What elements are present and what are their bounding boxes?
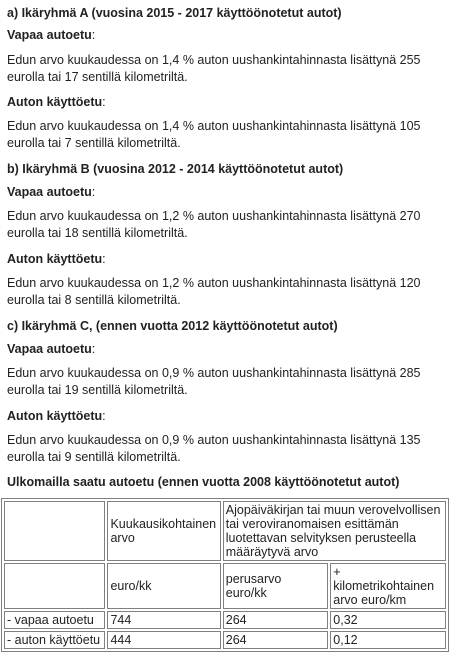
section-a-use-title: Auton käyttöetu:: [7, 95, 106, 109]
table-header-row: [4, 563, 446, 609]
table-cell: 264: [223, 611, 329, 629]
table-row: [4, 611, 446, 629]
table-header-cell: euro/kk: [107, 563, 220, 609]
table-header-cell: perusarvo euro/kk: [223, 563, 329, 609]
section-b-use-title: Auton käyttöetu:: [7, 252, 106, 266]
table-header-cell: Kuukausikohtainen arvo: [107, 501, 220, 561]
section-c-free-title: Vapaa autoetu:: [7, 342, 96, 356]
section-b-free-text: Edun arvo kuukaudessa on 1,2 % auton uushankintahinnasta lisättynä 270 eurolla tai 18 sentillä kilometriltä.: [7, 209, 421, 240]
section-a-use-text: Edun arvo kuukaudessa on 1,4 % auton uushankintahinnasta lisättynä 105 eurolla tai 7 sentillä kilometriltä.: [7, 119, 421, 150]
table-cell: [4, 563, 105, 609]
table-header-row: [4, 501, 446, 561]
abroad-heading: Ulkomailla saatu autoetu (ennen vuotta 2008 käyttöönotetut autot): [7, 475, 400, 489]
section-c-free-text: Edun arvo kuukaudessa on 0,9 % auton uushankintahinnasta lisättynä 285 eurolla tai 19 sentillä kilometriltä.: [7, 366, 421, 397]
section-a-free-title: Vapaa autoetu:: [7, 28, 96, 42]
table-cell: - vapaa autoetu: [4, 611, 105, 629]
table-cell: - auton käyttöetu: [4, 631, 105, 649]
section-b-free-title: Vapaa autoetu:: [7, 185, 96, 199]
table-cell: 0,12: [330, 631, 446, 649]
table-cell: 264: [223, 631, 329, 649]
table-cell: 444: [107, 631, 220, 649]
table-cell: [4, 501, 105, 561]
table-cell: 0,32: [330, 611, 446, 629]
section-a-free-text: Edun arvo kuukaudessa on 1,4 % auton uushankintahinnasta lisättynä 255 eurolla tai 17 sentillä kilometriltä.: [7, 53, 421, 84]
section-c-heading: c) Ikäryhmä C, (ennen vuotta 2012 käyttöönotetut autot): [7, 319, 338, 333]
section-c-use-title: Auton käyttöetu:: [7, 409, 106, 423]
section-b-heading: b) Ikäryhmä B (vuosina 2012 - 2014 käyttöönotetut autot): [7, 162, 344, 176]
table-header-cell: + kilometrikohtainen arvo euro/km: [330, 563, 446, 609]
section-a-heading: a) Ikäryhmä A (vuosina 2015 - 2017 käyttöönotetut autot): [7, 6, 342, 20]
section-c-use-text: Edun arvo kuukaudessa on 0,9 % auton uushankintahinnasta lisättynä 135 eurolla tai 9 sentillä kilometriltä.: [7, 433, 421, 464]
abroad-benefit-table: [1, 498, 449, 652]
table-row: [4, 631, 446, 649]
table-cell: 744: [107, 611, 220, 629]
table-header-cell: Ajopäiväkirjan tai muun verovelvollisen tai veroviranomaisen esittämän luotettavan selvityksen perusteella määräytyvä arvo: [223, 501, 446, 561]
section-b-use-text: Edun arvo kuukaudessa on 1,2 % auton uushankintahinnasta lisättynä 120 eurolla tai 8 sentillä kilometriltä.: [7, 276, 421, 307]
